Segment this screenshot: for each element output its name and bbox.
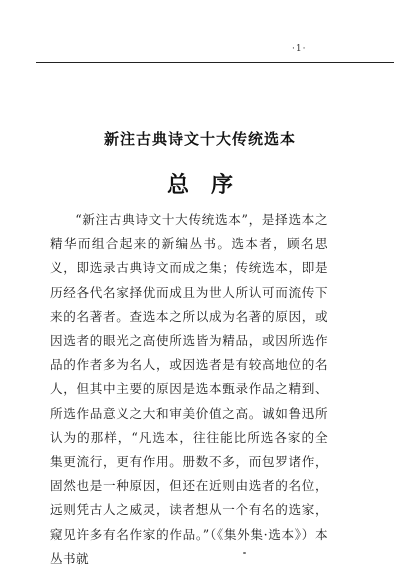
header-rule xyxy=(36,62,394,63)
body-paragraph: “新注古典诗文十大传统选本”，是择选本之精华而组合起来的新编丛书。选本者，顾名思义，即选录古典诗文而成之集；传统选本，即是历经各代名家择优而成且为世人所认可而流传下来的名著者。查选本之所以成为名著的原因，或因选者的眼光之高使所选皆为精品，或因所选作品的作者多为名人，或因选者是有较高地位的名人，但其中主要的原因是选本甄录作品之精到、所选作品意义之大和审美价值之高。诚如鲁迅所认为的那样，“凡选本，往往能比所选各家的全集更流行，更有作用。册数不多，而包罗诸作，固然也是一种原因，但还在近则由选者的名位，远则凭古人之威灵，读者想从一个有名的选家，窥见许多有名作家的作品。”（《集外集·选本》）本丛书就 xyxy=(50,212,328,566)
section-title: 总序 xyxy=(166,173,255,198)
series-title: 新注古典诗文十大传统选本 xyxy=(103,130,296,148)
print-speck xyxy=(243,552,246,554)
page-number: ·1· xyxy=(292,44,307,54)
